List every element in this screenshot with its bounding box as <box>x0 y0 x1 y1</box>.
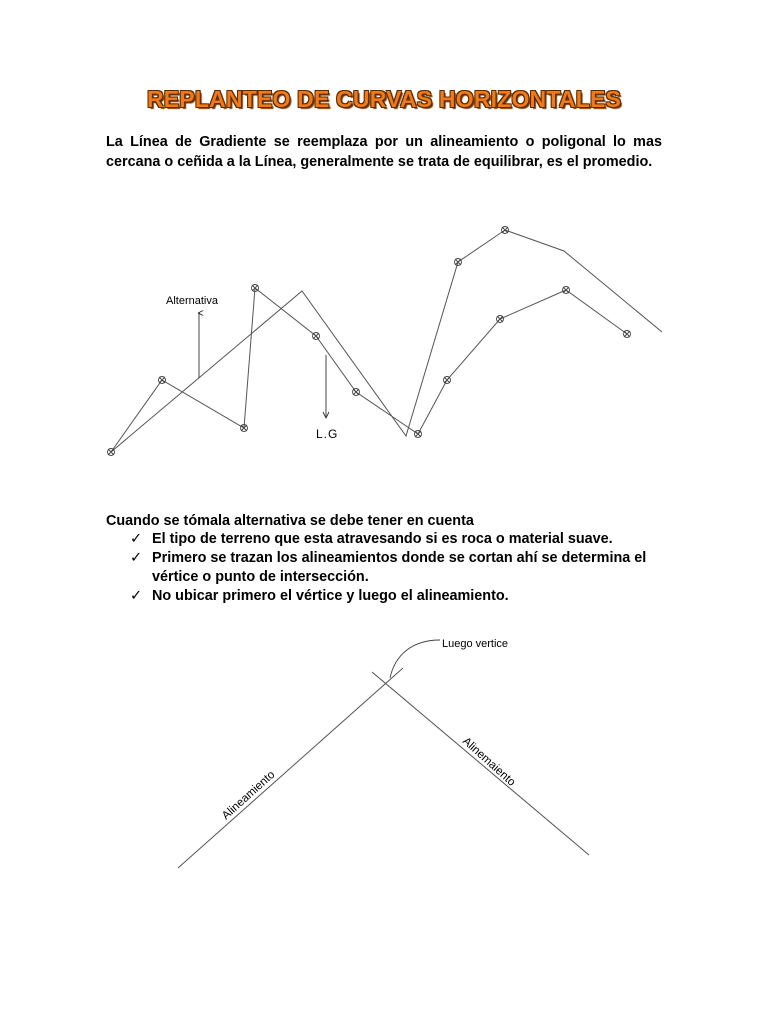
check-icon: ✓ <box>130 550 143 566</box>
survey-point-marker <box>415 431 422 438</box>
survey-point-marker <box>497 316 504 323</box>
gradient-line <box>111 288 627 452</box>
list-item <box>106 530 686 549</box>
alineamiento-right-label: Alinemaiento <box>459 735 518 789</box>
list-item <box>106 587 686 606</box>
list-intro: Cuando se tómala alternativa se debe tener en cuenta <box>106 513 474 529</box>
survey-point-marker <box>502 227 509 234</box>
alineamiento-left-label: Alineamiento <box>219 768 278 823</box>
alineamiento-right-line <box>372 672 589 855</box>
list-item-text: Primero se trazan los alineamientos donde se cortan ahí se determina el vértice o punto de intersección. <box>152 550 647 585</box>
survey-point-marker <box>563 287 570 294</box>
page-title: REPLANTEO DE CURVAS HORIZONTALES <box>146 86 622 112</box>
survey-point-marker <box>313 333 320 340</box>
alternativa-label: Alternativa <box>166 295 218 307</box>
list-item-text: No ubicar primero el vértice y luego el alineamiento. <box>152 588 509 604</box>
luego-vertice-label: Luego vertice <box>442 638 509 650</box>
list-item <box>106 549 686 587</box>
survey-point-marker <box>108 449 115 456</box>
survey-points <box>108 227 631 456</box>
survey-point-marker <box>624 331 631 338</box>
check-icon: ✓ <box>130 531 143 547</box>
lg-label: L.G <box>316 427 339 441</box>
checklist <box>106 530 686 606</box>
alternative-polyline <box>111 230 662 452</box>
survey-point-marker <box>353 389 360 396</box>
survey-point-marker <box>159 377 166 384</box>
list-item-text: El tipo de terreno que esta atravesando si es roca o material suave. <box>152 531 613 547</box>
intro-paragraph: La Línea de Gradiente se reemplaza por un alineamiento o poligonal lo mas cercana o ceñida a la Línea, generalmente se trata de equilibrar, es el promedio. <box>106 134 662 170</box>
survey-point-marker <box>444 377 451 384</box>
survey-point-marker <box>455 259 462 266</box>
check-icon: ✓ <box>130 588 143 604</box>
alineamiento-left-line <box>178 668 403 868</box>
